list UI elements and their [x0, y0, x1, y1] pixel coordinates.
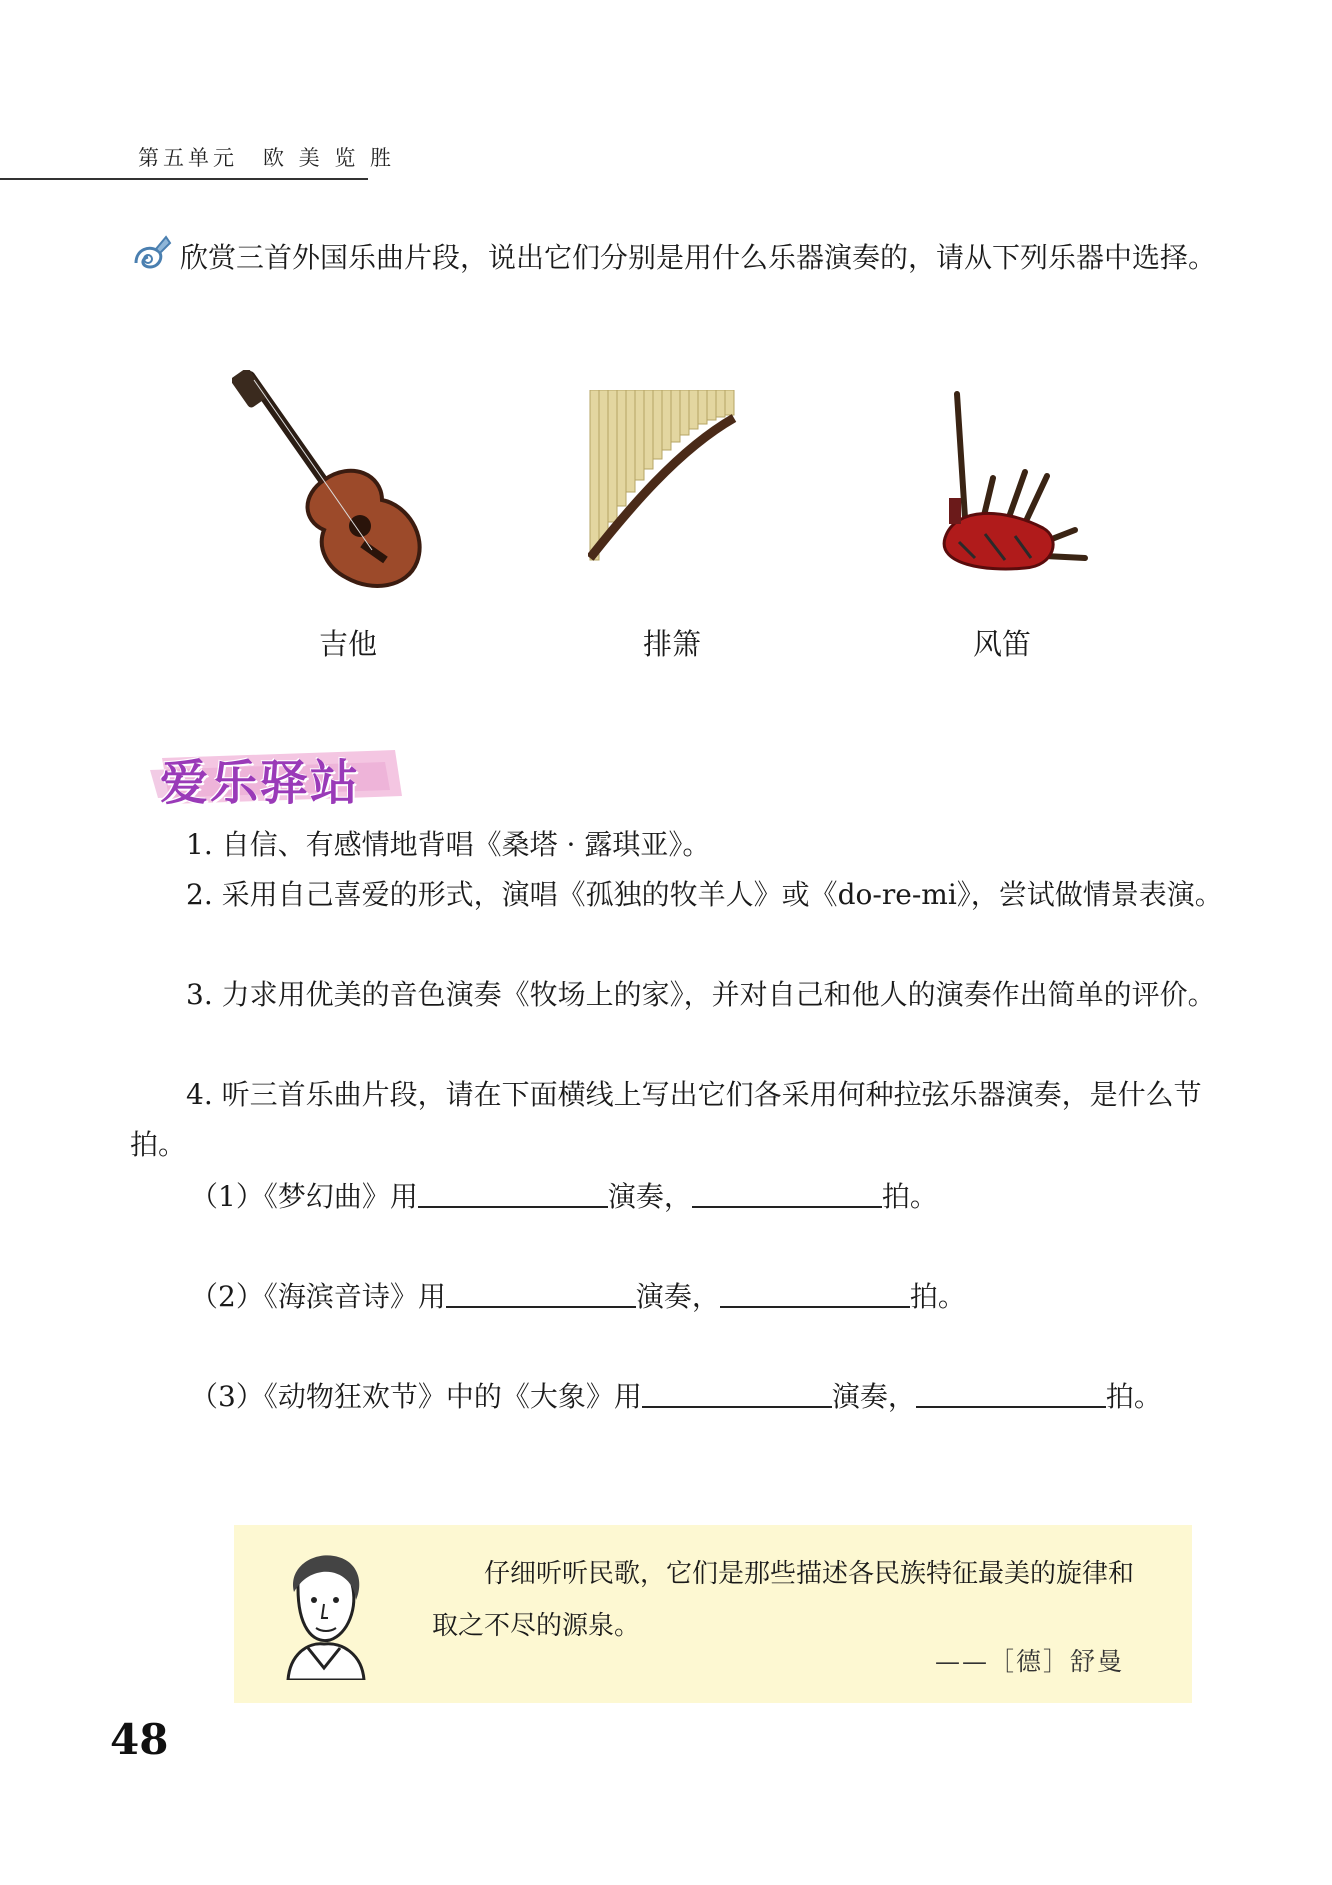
- section-title: 爱乐驿站: [160, 755, 361, 811]
- answer-blank-meter[interactable]: [692, 1176, 882, 1208]
- portrait-icon: [268, 1548, 378, 1680]
- answer-blank-meter[interactable]: [720, 1276, 910, 1308]
- intro-paragraph: [130, 232, 1230, 284]
- intro-text: 欣赏三首外国乐曲片段，说出它们分别是用什么乐器演奏的，请从下列乐器中选择。: [180, 241, 1217, 274]
- instrument-label-guitar: 吉他: [318, 627, 377, 661]
- instrument-label-panpipe: 排箫: [642, 627, 701, 661]
- answer-blank-instrument[interactable]: [446, 1276, 636, 1308]
- unit-header: 第五单元 欧 美 览 胜: [138, 146, 396, 170]
- quote-author: ——［德］舒曼: [935, 1647, 1125, 1676]
- quote-text: 仔细听听民歌，它们是那些描述各民族特征最美的旋律和取之不尽的源泉。: [432, 1559, 1135, 1641]
- fill-prefix: （1）《梦幻曲》用: [190, 1180, 418, 1213]
- fill-prefix: （3）《动物狂欢节》中的《大象》用: [190, 1380, 642, 1413]
- exercise-1: 1. 自信、有感情地背唱《桑塔 · 露琪亚》。: [186, 828, 711, 861]
- fill-middle: 演奏，: [635, 1280, 720, 1313]
- fill-line-1: [190, 1172, 1290, 1222]
- fill-line-2: [190, 1272, 1290, 1322]
- fill-prefix: （2）《海滨音诗》用: [190, 1280, 446, 1313]
- fill-line-3: [190, 1372, 1290, 1422]
- fill-suffix: 拍。: [1105, 1380, 1162, 1413]
- fill-suffix: 拍。: [909, 1280, 966, 1313]
- exercise-3: 3. 力求用优美的音色演奏《牧场上的家》，并对自己和他人的演奏作出简单的评价。: [186, 978, 1216, 1011]
- fill-middle: 演奏，: [607, 1180, 692, 1213]
- instrument-label-bagpipe: 风笛: [972, 627, 1031, 661]
- horn-icon: [130, 233, 172, 273]
- exercise-4: 4. 听三首乐曲片段，请在下面横线上写出它们各采用何种拉弦乐器演奏，是什么节拍。: [130, 1078, 1202, 1161]
- answer-blank-instrument[interactable]: [418, 1176, 608, 1208]
- guitar-icon: [232, 370, 432, 590]
- page-number: 48: [110, 1715, 169, 1764]
- header-rule: [0, 178, 368, 180]
- bagpipe-icon: [935, 388, 1095, 578]
- panpipe-icon: [588, 390, 738, 565]
- exercise-2: 2. 采用自己喜爱的形式，演唱《孤独的牧羊人》或《do-re-mi》，尝试做情景表演。: [186, 878, 1223, 911]
- fill-middle: 演奏，: [831, 1380, 916, 1413]
- fill-suffix: 拍。: [881, 1180, 938, 1213]
- answer-blank-meter[interactable]: [916, 1376, 1106, 1408]
- answer-blank-instrument[interactable]: [642, 1376, 832, 1408]
